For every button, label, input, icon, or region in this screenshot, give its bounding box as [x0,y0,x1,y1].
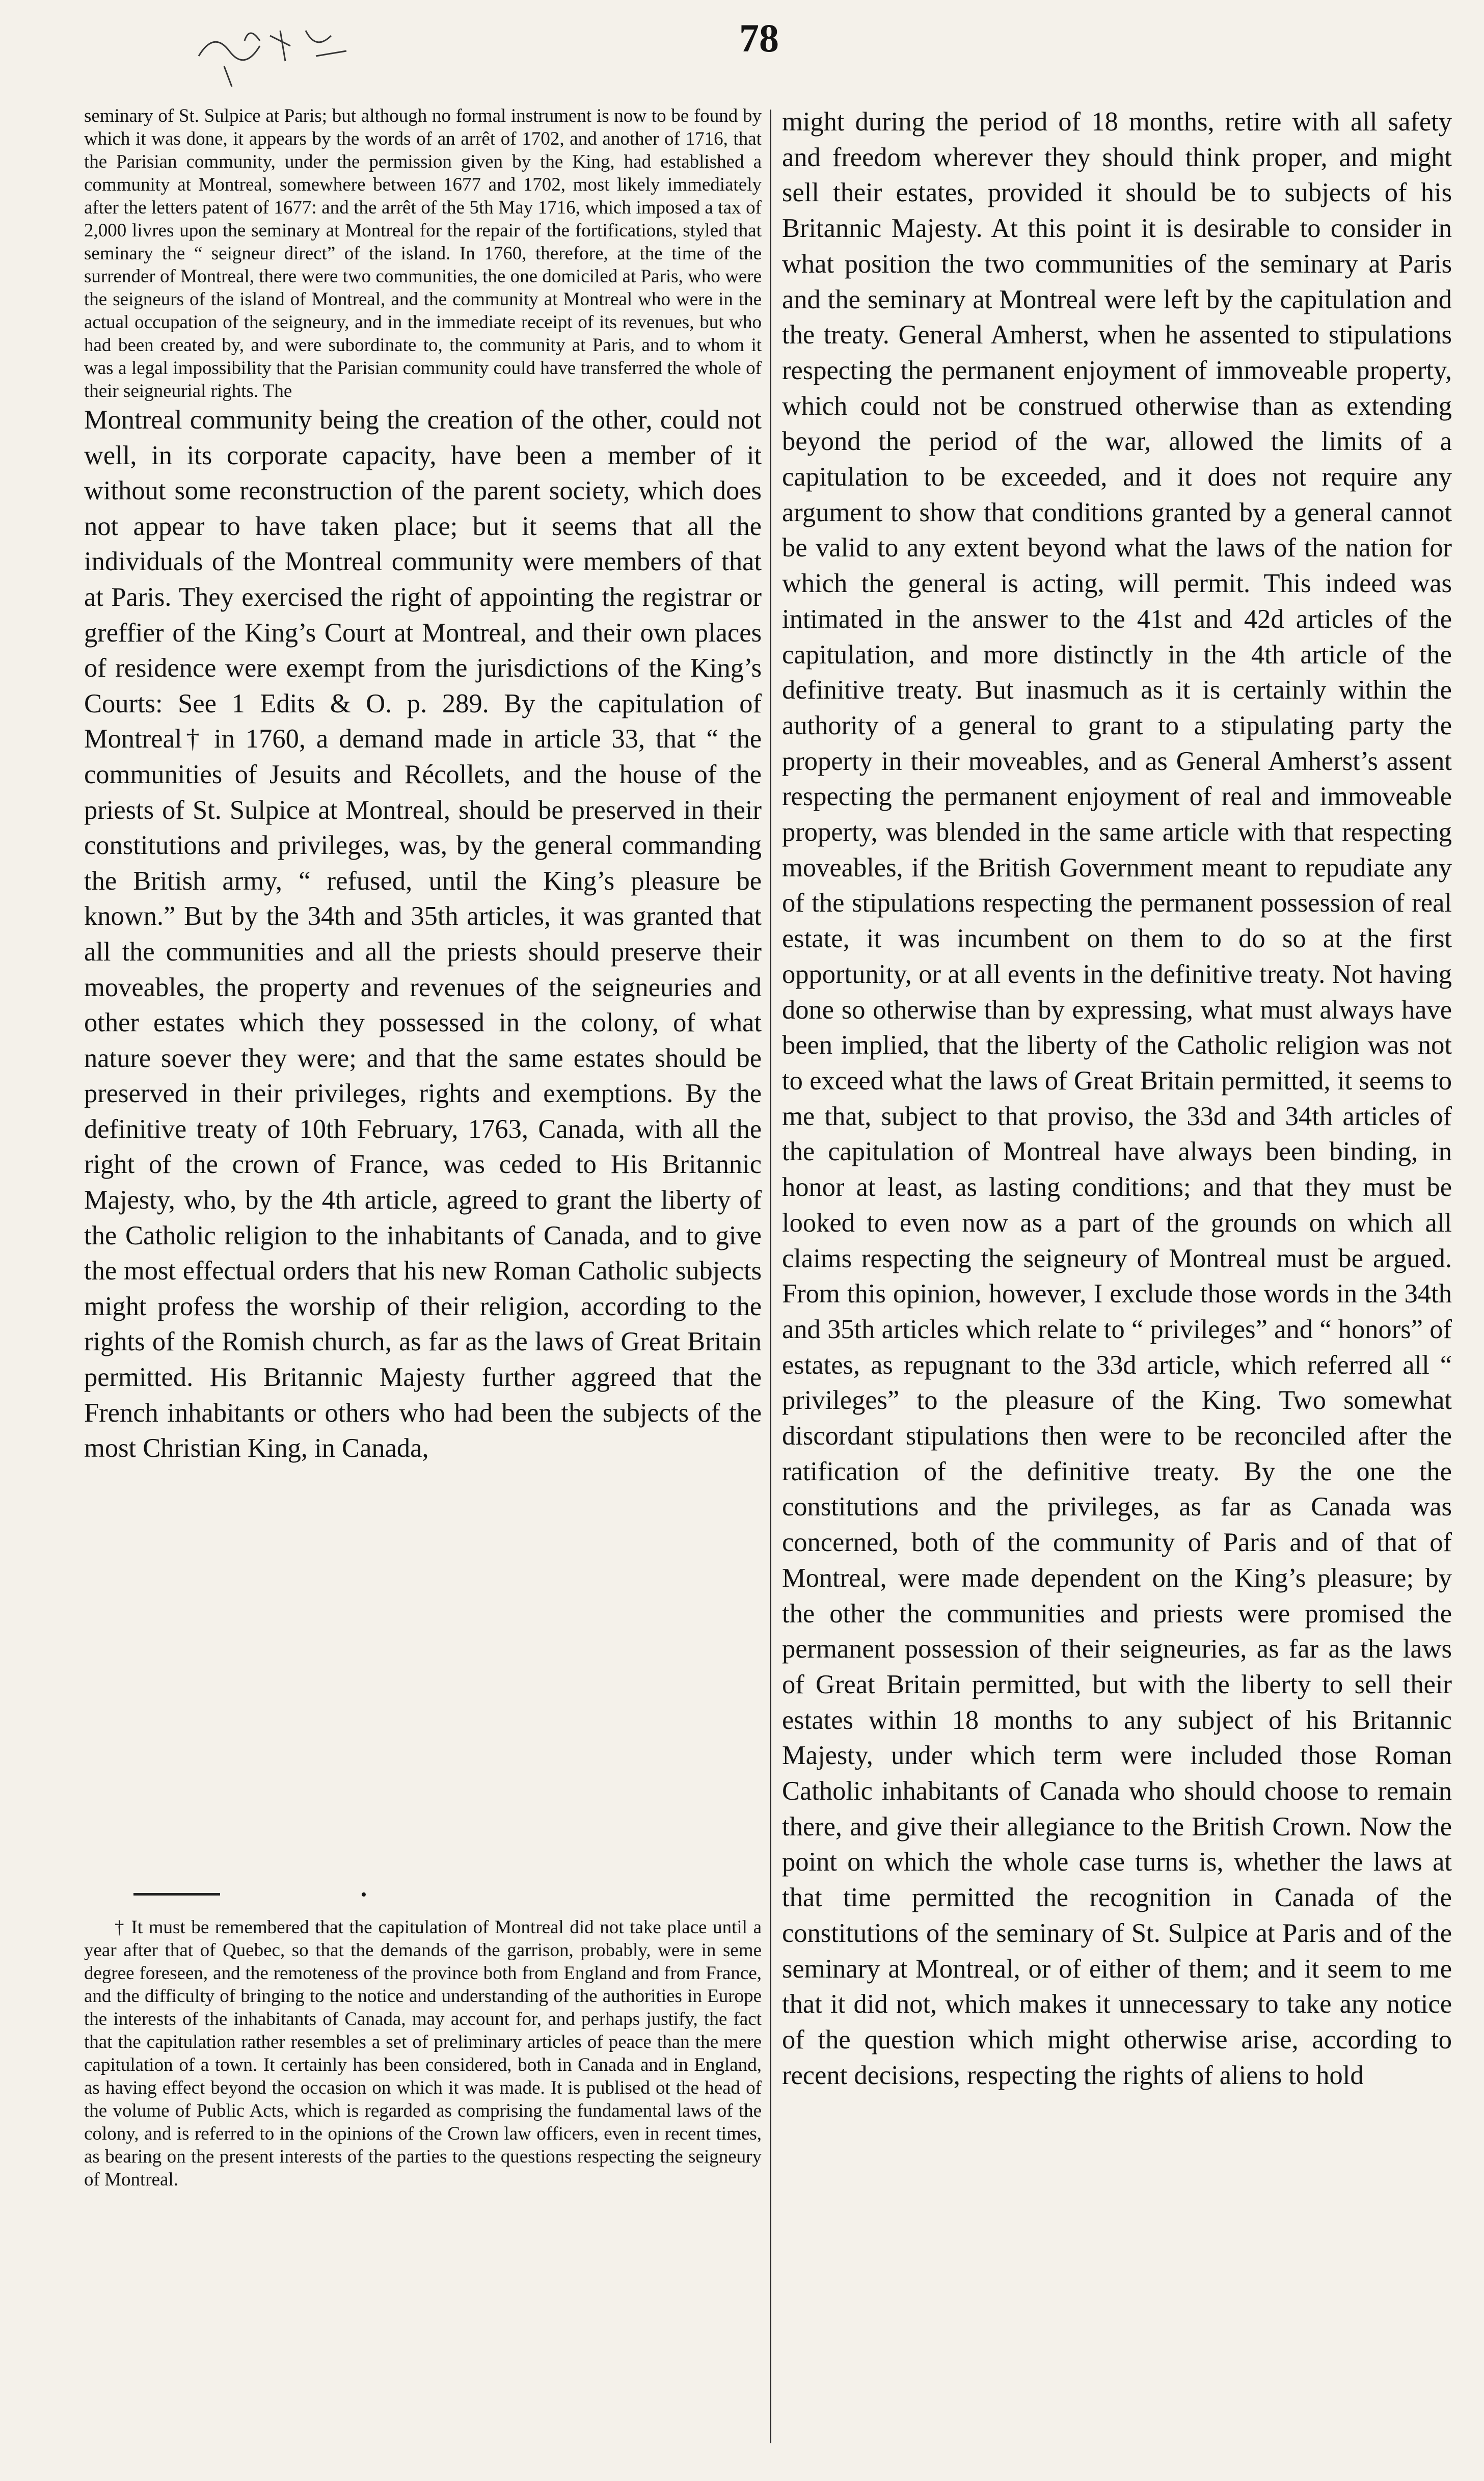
handwritten-scribble-mark [194,20,367,97]
page-number: 78 [739,16,779,60]
footnote-rule [133,1893,220,1896]
left-column-small-text: seminary of St. Sulpice at Paris; but although no formal instrument is now to be found by which it was done, it appears by the words of an arrêt of 1702, and another of 1716, that the Parisian community, under the permission given by the King, had established a community at Montreal, somewhere between 1677 and 1702, most likely immediately after the letters patent of 1677: and the arrêt of the 5th May 1716, which imposed a tax of 2,000 livres upon the seminary at Montreal for the repair of the fortifications, styled that seminary the “ seigneur direct” of the island. In 1760, therefore, at the time of the surrender of Montreal, there were two communities, the one domiciled at Paris, who were the seigneurs of the island of Montreal, and the community at Montreal who were in the actual occupation of the seigneury, and in the immediate receipt of its revenues, but who had been created by, and were subordinate to, the community at Paris, and to whom it was a legal impossibility that the Parisian community could have transferred the whole of their seigneurial rights. The [84,105,762,402]
left-column [84,104,762,1466]
footnote-ornament: • [361,1885,367,1904]
column-divider [770,110,771,2443]
footnote [84,1916,762,2191]
left-column-body-text: Montreal community being the creation of the other, could not well, in its corporate capacity, have been a member of it without some reconstruction of the parent society, which does not appear to have taken place; but it seems that all the individuals of the Montreal community were members of that at Paris. They exercised the right of appointing the registrar or greffier of the King’s Court at Montreal, and their own places of residence were exempt from the jurisdictions of the King’s Courts: See 1 Edits & O. p. 289. By the capitulation of Montreal† in 1760, a demand made in article 33, that “ the communities of Jesuits and Récollets, and the house of the priests of St. Sulpice at Montreal, should be preserved in their constitutions and privileges, was, by the general commanding the British army, “ refused, until the King’s pleasure be known.” But by the 34th and 35th articles, it was granted that all the communities and all the priests should preserve their moveables, the property and revenues of the seigneuries and other estates which they possessed in the colony, of what nature soever they were; and that the same estates should be preserved in their privileges, rights and exemptions. By the definitive treaty of 10th February, 1763, Canada, with all the right of the crown of France, was ceded to His Britannic Majesty, who, by the 4th article, agreed to grant the liberty of the Catholic religion to the inhabitants of Canada, and to give the most effectual orders that his new Roman Catholic subjects might profess the worship of their religion, according to the rights of the Romish church, as far as the laws of Great Britain permitted. His Britannic Majesty further aggreed that the French inhabitants or others who had been the subjects of the most Christian King, in Canada, [84,405,762,1463]
footnote-text: † It must be remembered that the capitulation of Montreal did not take place until a year after that of Quebec, so that the demands of the garrison, probably, were in seme degree foreseen, and the remoteness of the province both from England and from France, and the difficulty of bringing to the notice and understanding of the authorities in Europe the interests of the inhabitants of Canada, may account for, and perhaps justify, the fact that the capitulation rather resembles a set of preliminary articles of peace than the mere capitulation of a town. It certainly has been considered, both in Canada and in England, as having effect beyond the occasion on which it was made. It is publised ot the head of the volume of Public Acts, which is regarded as comprising the fundamental laws of the colony, and is referred to in the opinions of the Crown law officers, even in recent times, as bearing on the present interests of the parties to the questions respecting the seigneury of Montreal. [84,1917,762,2190]
right-column-body-text: might during the period of 18 months, retire with all safety and freedom wherever they should think proper, and might sell their estates, provided it should be to subjects of his Britannic Majesty. At this point it is desirable to consider in what position the two communities of the seminary at Paris and the seminary at Montreal were left by the capitulation and the treaty. General Amherst, when he assented to stipulations respecting the permanent enjoyment of immoveable property, which could not be construed otherwise than as extending beyond the period of the war, allowed the limits of a capitulation to be exceeded, and it does not require any argument to show that conditions granted by a general cannot be valid to any extent beyond what the laws of the nation for which the general is acting, will permit. This indeed was intimated in the answer to the 41st and 42d articles of the capitulation, and more distinctly in the 4th article of the definitive treaty. But inasmuch as it is certainly within the authority of a general to grant to a stipulating party the property in their moveables, and as General Amherst’s assent respecting the permanent enjoyment of real and immoveable property, was blended in the same article with that respecting moveables, if the British Government meant to repudiate any of the stipulations respecting the permanent possession of real estate, it was incumbent on them to do so at the first opportunity, or at all events in the definitive treaty. Not having done so otherwise than by expressing, what must always have been implied, that the liberty of the Catholic religion was not to exceed what the laws of Great Britain permitted, it seems to me that, subject to that proviso, the 33d and 34th articles of the capitulation of Montreal have always been binding, in honor at least, as lasting conditions; and that they must be looked to even now as a part of the grounds on which all claims respecting the seigneury of Montreal must be argued. From this opinion, however, I exclude those words in the 34th and 35th articles which relate to “ privileges” and “ honors” of estates, as repugnant to the 33d article, which referred all “ privileges” to the pleasure of the King. Two somewhat discordant stipulations then were to be reconciled after the ratification of the definitive treaty. By the one the constitutions and the privileges, as far as Canada was concerned, both of the community of Paris and of that of Montreal, were made dependent on the King’s pleasure; by the other the communities and priests were promised the permanent possession of their seigneuries, as far as the laws of Great Britain permitted, but with the liberty to sell their estates within 18 months to any subject of his Britannic Majesty, under which term were included those Roman Catholic inhabitants of Canada who should choose to remain there, and give their allegiance to the British Crown. Now the point on which the whole case turns is, whether the laws at that time permitted the recognition in Canada of the constitutions of the seminary of St. Sulpice at Paris and of the seminary at Montreal, or of either of them; and it seem to me that it did not, which makes it unnecessary to take any notice of the question which might otherwise arise, according to recent decisions, respecting the rights of aliens to hold [782,107,1452,2090]
right-column [782,104,1452,2093]
